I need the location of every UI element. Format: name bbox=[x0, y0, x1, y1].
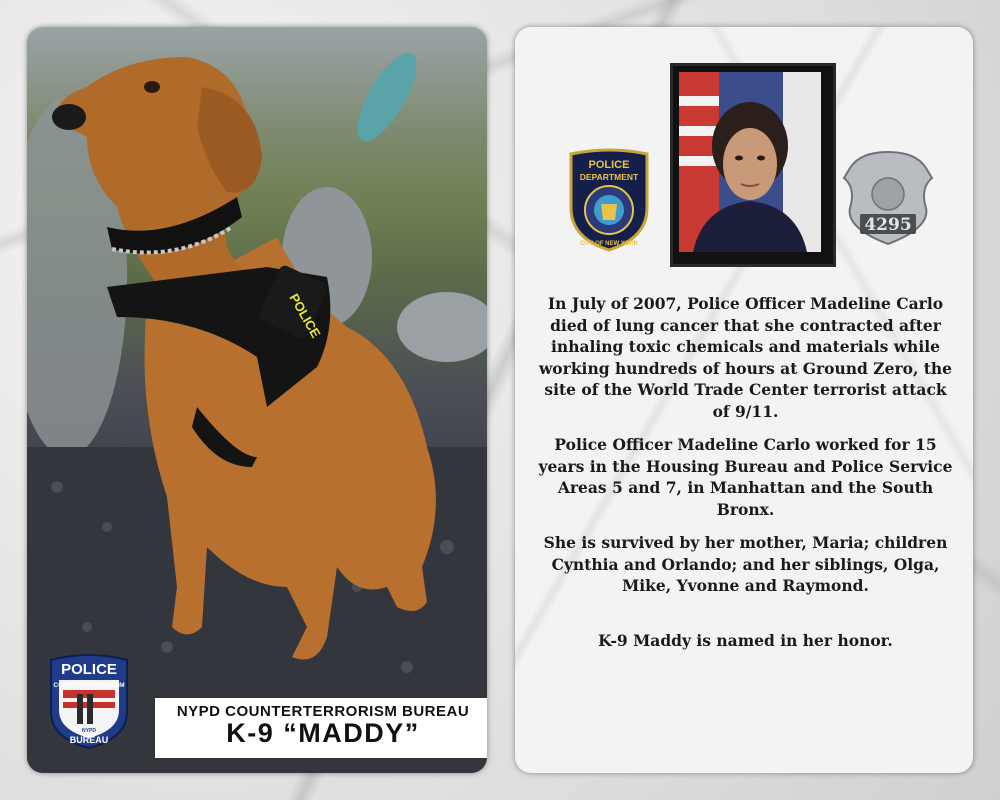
patch-bottom-text: BUREAU bbox=[69, 735, 109, 745]
shield-mid-text: DEPARTMENT bbox=[579, 172, 639, 182]
vest-label: POLICE bbox=[286, 291, 324, 341]
officer-portrait-frame bbox=[670, 63, 836, 267]
patch-small-text: NYPD bbox=[82, 728, 96, 734]
caption-box bbox=[153, 696, 487, 760]
patch-side-text: COUNTERTERRORISM bbox=[53, 682, 125, 689]
patch-top-text: POLICE bbox=[61, 661, 117, 678]
police-badge-icon bbox=[840, 148, 936, 248]
memorial-paragraph-2: Police Officer Madeline Carlo worked for 15 years in the Housing Bureau and Police Service Areas 5 and 7, in Manhattan and the South Bronx. bbox=[538, 435, 953, 519]
nypd-shield-icon bbox=[567, 148, 651, 252]
shield-top-text: POLICE bbox=[588, 159, 630, 171]
shield-ring-text: CITY OF NEW YORK bbox=[579, 241, 639, 247]
memorial-paragraph-1: In July of 2007, Police Officer Madeline Carlo died of lung cancer that she contracted after inhaling toxic chemicals and materials while working hundreds of hours at Ground Zero, the site of the World Trade Center terrorist attack of 9/11. bbox=[538, 294, 953, 421]
memorial-paragraph-3: She is survived by her mother, Maria; children Cynthia and Orlando; and her siblings, Olga, Mike, Yvonne and Raymond. bbox=[543, 533, 948, 595]
officer-portrait bbox=[673, 66, 827, 258]
caption-subtitle: NYPD COUNTERTERRORISM BUREAU bbox=[176, 703, 470, 720]
counterterrorism-patch bbox=[47, 650, 131, 750]
caption-title: K-9 “MADDY” bbox=[226, 718, 420, 748]
memorial-paragraph-4: K-9 Maddy is named in her honor. bbox=[598, 631, 893, 650]
badge-number: 4295 bbox=[864, 215, 912, 235]
